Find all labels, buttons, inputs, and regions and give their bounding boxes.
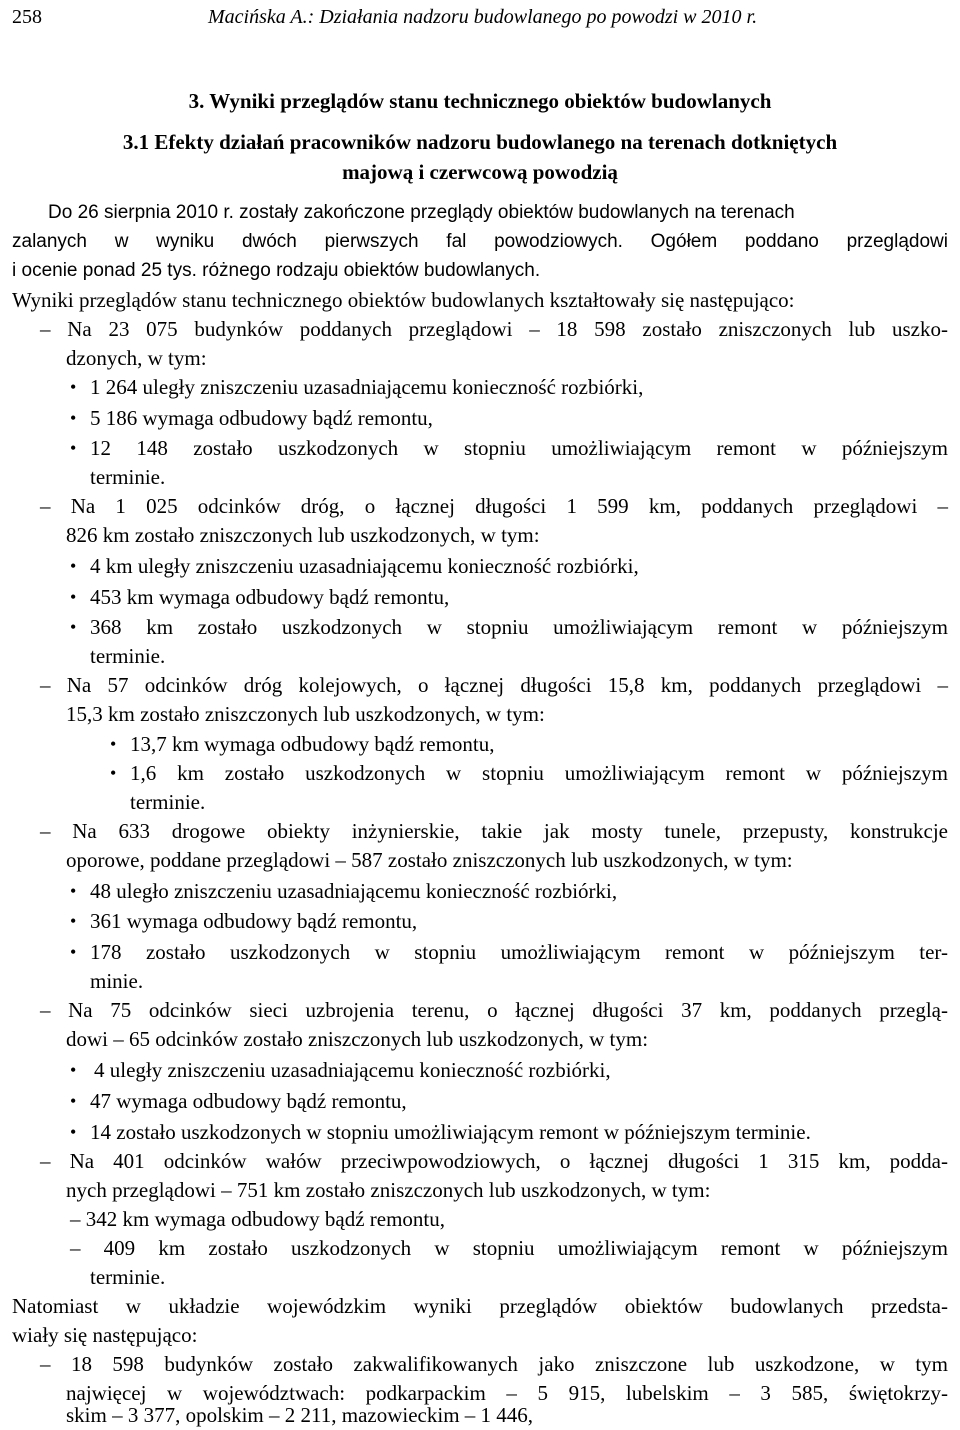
bullet-continuation: minie. <box>90 969 144 993</box>
bullet-continuation: terminie. <box>90 644 166 668</box>
subsection-heading-line-2: majową i czerwcową powodzią <box>342 160 618 184</box>
bullet-icon: • <box>110 734 117 754</box>
list-item-line: najwięcej w województwach: podkarpackim – 5 915, lubelskim – 3 585, świętokrzy- <box>66 1381 948 1405</box>
bullet-icon: • <box>70 617 77 637</box>
bullet-icon: • <box>70 881 77 901</box>
bullet-line: 368 km zostało uszkodzonych w stopniu umożliwiającym remont w późniejszym <box>90 615 948 639</box>
bullet-icon: • <box>70 587 77 607</box>
sub-item-line: – 409 km zostało uszkodzonych w stopniu umożliwiającym remont w późniejszym <box>70 1236 948 1260</box>
bullet-icon: • <box>70 438 77 458</box>
bullet-line: 1,6 km zostało uszkodzonych w stopniu umożliwiającym remont w późniejszym <box>130 761 948 785</box>
intro-line: i ocenie ponad 25 tys. różnego rodzaju obiektów budowlanych. <box>12 260 541 281</box>
bullet-continuation: terminie. <box>90 465 166 489</box>
bullet-line: 13,7 km wymaga odbudowy bądź remontu, <box>130 732 495 756</box>
list-item-line: dzonych, w tym: <box>66 346 207 370</box>
list-item-line: – Na 633 drogowe obiekty inżynierskie, takie jak mosty tunele, przepusty, konstrukcje <box>40 819 948 843</box>
bullet-icon: • <box>110 763 117 783</box>
bullet-line: 48 uległo zniszczeniu uzasadniającemu konieczność rozbiórki, <box>90 879 618 903</box>
section-heading: 3. Wyniki przeglądów stanu technicznego obiektów budowlanych <box>188 89 772 113</box>
running-title: Macińska A.: Działania nadzoru budowlanego po powodzi w 2010 r. <box>208 6 758 28</box>
body-line: Wyniki przeglądów stanu technicznego obiektów budowlanych kształtowały się następująco: <box>12 288 795 312</box>
bullet-line: 361 wymaga odbudowy bądź remontu, <box>90 909 418 933</box>
page-number: 258 <box>12 6 42 28</box>
running-header <box>12 2 948 32</box>
bullet-line: 12 148 zostało uszkodzonych w stopniu umożliwiającym remont w późniejszym <box>90 436 948 460</box>
body-line: Natomiast w układzie wojewódzkim wyniki przeglądów obiektów budowlanych przedsta- <box>12 1294 948 1318</box>
bullet-line: 453 km wymaga odbudowy bądź remontu, <box>90 585 450 609</box>
bullet-line: 1 264 uległy zniszczeniu uzasadniającemu konieczność rozbiórki, <box>90 375 644 399</box>
list-item-line: 15,3 km zostało zniszczonych lub uszkodzonych, w tym: <box>66 702 545 726</box>
list-item-line: – Na 401 odcinków wałów przeciwpowodziowych, o łącznej długości 1 315 km, podda- <box>40 1149 948 1173</box>
list-item-line: oporowe, poddane przeglądowi – 587 zostało zniszczonych lub uszkodzonych, w tym: <box>66 848 793 872</box>
bullet-line: 4 km uległy zniszczeniu uzasadniającemu konieczność rozbiórki, <box>90 554 639 578</box>
list-item-line: 826 km zostało zniszczonych lub uszkodzonych, w tym: <box>66 523 540 547</box>
bullet-icon: • <box>70 1091 77 1111</box>
bullet-line: 178 zostało uszkodzonych w stopniu umożliwiającym remont w późniejszym ter- <box>90 940 948 964</box>
list-item-line: dowi – 65 odcinków zostało zniszczonych lub uszkodzonych, w tym: <box>66 1027 649 1051</box>
bullet-icon: • <box>70 1122 77 1142</box>
list-item-line: – Na 75 odcinków sieci uzbrojenia terenu, o łącznej długości 37 km, poddanych przeglą- <box>40 998 948 1022</box>
bullet-line: 4 uległy zniszczeniu uzasadniającemu konieczność rozbiórki, <box>94 1058 611 1082</box>
sub-item-continuation: terminie. <box>90 1265 166 1289</box>
bullet-line: 5 186 wymaga odbudowy bądź remontu, <box>90 406 433 430</box>
list-item-line: – 18 598 budynków zostało zakwalifikowanych jako zniszczone lub uszkodzone, w tym <box>40 1352 948 1376</box>
body-line: wiały się następująco: <box>12 1323 198 1347</box>
intro-line: Do 26 sierpnia 2010 r. zostały zakończone przeglądy obiektów budowlanych na terenach <box>48 202 795 223</box>
sub-item-line: – 342 km wymaga odbudowy bądź remontu, <box>70 1207 446 1231</box>
bullet-icon: • <box>70 556 77 576</box>
bullet-line: 47 wymaga odbudowy bądź remontu, <box>90 1089 407 1113</box>
intro-line: zalanych w wyniku dwóch pierwszych fal powodziowych. Ogółem poddano przeglądowi <box>12 231 948 252</box>
bullet-icon: • <box>70 942 77 962</box>
list-item-line: – Na 57 odcinków dróg kolejowych, o łącznej długości 15,8 km, poddanych przeglądowi – <box>40 673 948 697</box>
bullet-icon: • <box>70 408 77 428</box>
list-item-line: – Na 23 075 budynków poddanych przeglądowi – 18 598 zostało zniszczonych lub uszko- <box>40 317 948 341</box>
list-item-line: nych przeglądowi – 751 km zostało zniszczonych lub uszkodzonych, w tym: <box>66 1178 711 1202</box>
bullet-icon: • <box>70 1060 77 1080</box>
bullet-continuation: terminie. <box>130 790 206 814</box>
list-item-line: – Na 1 025 odcinków dróg, o łącznej długości 1 599 km, poddanych przeglądowi – <box>40 494 948 518</box>
bullet-line: 14 zostało uszkodzonych w stopniu umożliwiającym remont w późniejszym terminie. <box>90 1120 811 1144</box>
bullet-icon: • <box>70 377 77 397</box>
bullet-icon: • <box>70 911 77 931</box>
subsection-heading-line-1: 3.1 Efekty działań pracowników nadzoru budowlanego na terenach dotkniętych <box>122 130 838 154</box>
list-item-line: skim – 3 377, opolskim – 2 211, mazowieckim – 1 446, <box>66 1403 534 1427</box>
